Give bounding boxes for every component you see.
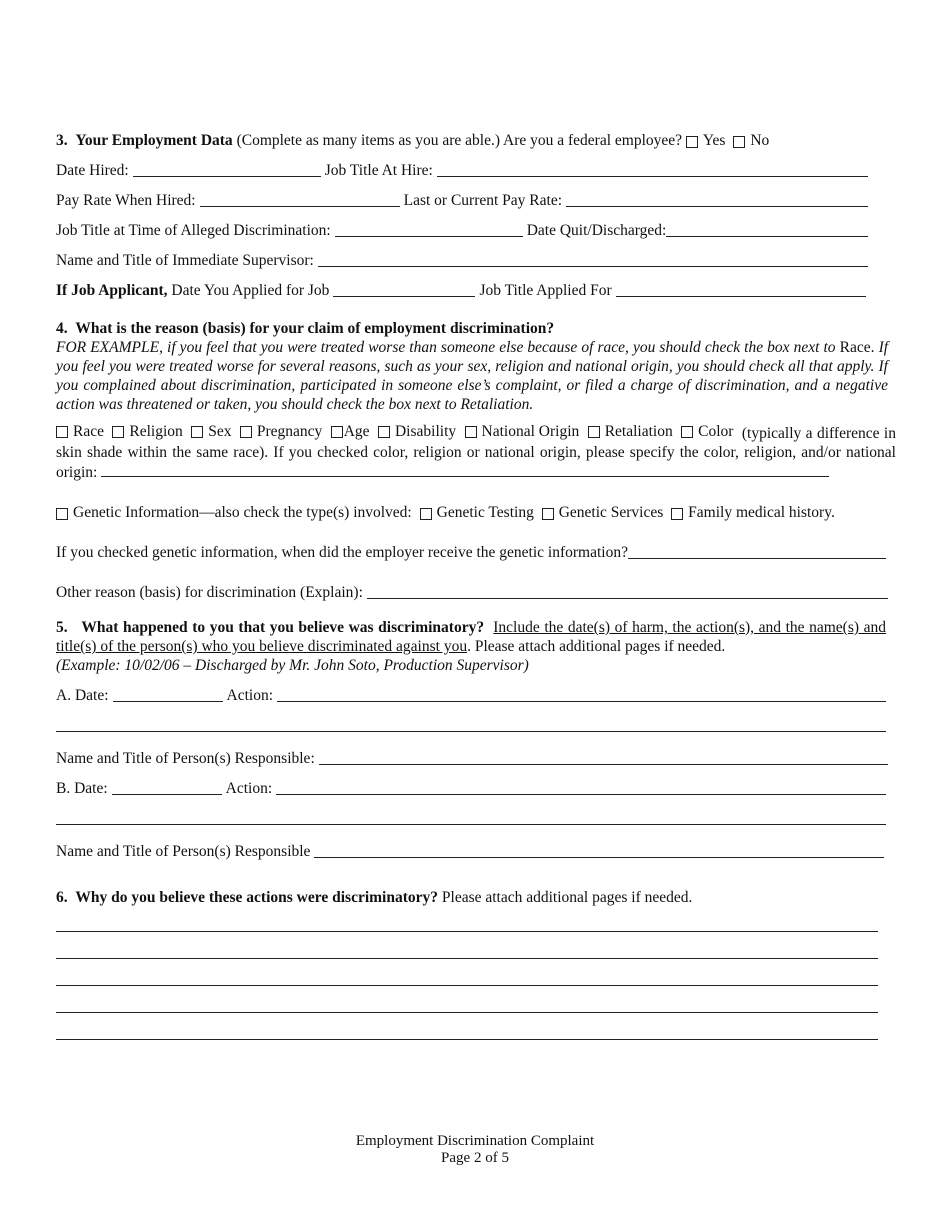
why-answer-line-3[interactable] (56, 965, 878, 986)
genetic-type-label: Family medical history. (688, 504, 835, 521)
supervisor-label: Name and Title of Immediate Supervisor: (56, 252, 314, 269)
footer-page-number: Page 2 of 5 (441, 1150, 509, 1166)
example-text-2: If you feel you were treated worse for several reasons, such as your sex, religion and national origin, you should check all that apply. If you complained about discrimination, participated in someone else’s complaint, or filed a charge of discrimination, and a negative action was threatened or taken, you should check the box next to Retaliation. (56, 339, 889, 413)
incident-b-row (56, 776, 896, 798)
section4-title: What is the reason (basis) for your claim of employment discrimination? (75, 320, 555, 337)
job-title-alleged-label: Job Title at Time of Alleged Discrimination: (56, 222, 331, 239)
responsible-a-row (56, 746, 896, 768)
checkbox-icon (378, 426, 390, 438)
job-title-alleged-row (56, 218, 896, 240)
federal-no-checkbox[interactable] (733, 132, 769, 150)
footer-title: Employment Discrimination Complaint (355, 1133, 595, 1149)
color-note: (typically a difference in skin shade within the same race). If you checked color, religion or national origin, please specify the color, religion, and/or national origin: (56, 425, 896, 481)
section4-header (56, 320, 896, 338)
basis-sex-checkbox[interactable] (191, 422, 231, 441)
job-title-applied-field[interactable] (616, 281, 866, 297)
section4-instructions (56, 338, 888, 414)
federal-yes-checkbox[interactable] (686, 132, 726, 150)
genetic-info-checkbox[interactable] (56, 504, 412, 522)
other-reason-row (56, 580, 896, 602)
supervisor-row (56, 248, 896, 270)
basis-label: National Origin (481, 423, 580, 440)
checkbox-icon (542, 508, 554, 520)
section3-intro: (Complete as many items as you are able.) Are you a federal employee? (236, 132, 683, 149)
section3-number: 3. (56, 132, 68, 149)
incident-a-action-continued[interactable] (56, 711, 886, 732)
date-quit-label: Date Quit/Discharged: (526, 222, 667, 239)
family-history-checkbox[interactable] (671, 504, 835, 522)
job-title-hire-field[interactable] (437, 161, 868, 177)
section6-after: Please attach additional pages if needed. (441, 889, 693, 906)
responsible-b-label: Name and Title of Person(s) Responsible (56, 843, 311, 860)
why-answer-line-4[interactable] (56, 992, 878, 1013)
section6-number: 6. (56, 889, 68, 906)
date-applied-label: Date You Applied for Job (171, 282, 330, 299)
last-pay-rate-field[interactable] (566, 191, 868, 207)
yes-label: Yes (702, 132, 726, 149)
incident-a-row (56, 683, 896, 705)
pay-rate-row (56, 188, 896, 210)
incident-a-action-field[interactable] (277, 686, 886, 702)
section5-number: 5. (56, 619, 68, 636)
basis-label: Religion (129, 423, 183, 440)
why-answer-line-2[interactable] (56, 938, 878, 959)
basis-religion-checkbox[interactable] (112, 422, 182, 441)
incident-b-action-continued[interactable] (56, 804, 886, 825)
pay-rate-hired-label: Pay Rate When Hired: (56, 192, 196, 209)
date-hired-label: Date Hired: (56, 162, 129, 179)
genetic-services-checkbox[interactable] (542, 504, 664, 522)
incident-b-date-field[interactable] (112, 779, 222, 795)
race-word: Race. (839, 339, 875, 356)
basis-color-checkbox[interactable] (681, 422, 733, 441)
no-label: No (750, 132, 770, 149)
checkbox-icon (465, 426, 477, 438)
section5-example: (Example: 10/02/06 – Discharged by Mr. John Soto, Production Supervisor) (56, 657, 529, 674)
form-content (56, 128, 896, 1040)
checkbox-icon (420, 508, 432, 520)
checkbox-icon (112, 426, 124, 438)
pay-rate-hired-field[interactable] (200, 191, 400, 207)
incident-b-action-label: Action: (225, 780, 273, 797)
checkbox-icon (686, 136, 698, 148)
section3-title: Your Employment Data (75, 132, 233, 149)
checkbox-icon (733, 136, 745, 148)
why-answer-line-5[interactable] (56, 1019, 878, 1040)
basis-pregnancy-checkbox[interactable] (240, 422, 322, 441)
date-hired-row (56, 158, 896, 180)
checkbox-icon (56, 426, 68, 438)
section5-instructions: Include the date(s) of harm, the action(s), and the name(s) and title(s) of the person(s) who you believe discriminated against you (56, 619, 887, 655)
section6-header (56, 885, 896, 907)
incident-a-date-label: A. Date: (56, 687, 109, 704)
incident-a-action-label: Action: (226, 687, 274, 704)
basis-label: Disability (394, 423, 457, 440)
section5-header (56, 618, 886, 675)
section5-title: What happened to you that you believe was discriminatory? (81, 619, 485, 636)
basis-age-checkbox[interactable] (331, 422, 370, 441)
national-origin-field[interactable] (101, 462, 829, 477)
responsible-a-field[interactable] (319, 749, 888, 765)
job-title-applied-label: Job Title Applied For (479, 282, 612, 299)
responsible-b-field[interactable] (314, 842, 884, 858)
basis-label: Sex (208, 423, 232, 440)
date-hired-field[interactable] (133, 161, 321, 177)
section6-title: Why do you believe these actions were discriminatory? (75, 889, 439, 906)
basis-race-checkbox[interactable] (56, 422, 104, 441)
genetic-when-label: If you checked genetic information, when did the employer receive the genetic information? (56, 544, 628, 561)
incident-b-date-label: B. Date: (56, 780, 108, 797)
job-title-alleged-field[interactable] (335, 221, 523, 237)
page-footer (0, 1133, 950, 1167)
date-quit-field[interactable] (666, 221, 868, 237)
genetic-row (56, 500, 896, 522)
section5-after: . Please attach additional pages if needed. (467, 638, 726, 655)
basis-retaliation-checkbox[interactable] (588, 422, 673, 441)
checkbox-icon (240, 426, 252, 438)
checkbox-icon (191, 426, 203, 438)
responsible-a-label: Name and Title of Person(s) Responsible: (56, 750, 315, 767)
genetic-type-label: Genetic Testing (436, 504, 534, 521)
applicant-row (56, 278, 896, 300)
checkbox-icon (56, 508, 68, 520)
why-answer-line-1[interactable] (56, 911, 878, 932)
basis-label: Retaliation (604, 423, 673, 440)
date-applied-field[interactable] (333, 281, 475, 297)
job-title-hire-label: Job Title At Hire: (324, 162, 433, 179)
basis-label: Race (73, 423, 104, 440)
checkbox-icon (671, 508, 683, 520)
example-text-1: FOR EXAMPLE, if you feel that you were treated worse than someone else because of race, you should check the box next to (56, 339, 836, 356)
applicant-label: If Job Applicant, (56, 282, 168, 299)
checkbox-icon (681, 426, 693, 438)
responsible-b-row (56, 839, 896, 861)
basis-national-origin-checkbox[interactable] (465, 422, 580, 441)
incident-a-date-field[interactable] (113, 686, 223, 702)
genetic-when-field[interactable] (628, 543, 886, 559)
supervisor-field[interactable] (318, 251, 868, 267)
other-reason-field[interactable] (367, 583, 888, 599)
incident-b-action-field[interactable] (276, 779, 886, 795)
basis-label: Pregnancy (256, 423, 323, 440)
basis-label: Color (698, 423, 734, 440)
checkbox-icon (588, 426, 600, 438)
basis-disability-checkbox[interactable] (378, 422, 456, 441)
other-reason-label: Other reason (basis) for discrimination (Explain): (56, 584, 363, 601)
genetic-testing-checkbox[interactable] (420, 504, 534, 522)
genetic-when-row (56, 540, 896, 562)
checkbox-icon (331, 426, 343, 438)
section3-header (56, 128, 896, 150)
section4-number: 4. (56, 320, 68, 337)
bases-block (56, 422, 896, 482)
last-pay-rate-label: Last or Current Pay Rate: (403, 192, 563, 209)
genetic-type-label: Genetic Services (558, 504, 664, 521)
genetic-label: Genetic Information—also check the type(s) involved: (73, 504, 412, 521)
basis-label: Age (343, 423, 370, 440)
